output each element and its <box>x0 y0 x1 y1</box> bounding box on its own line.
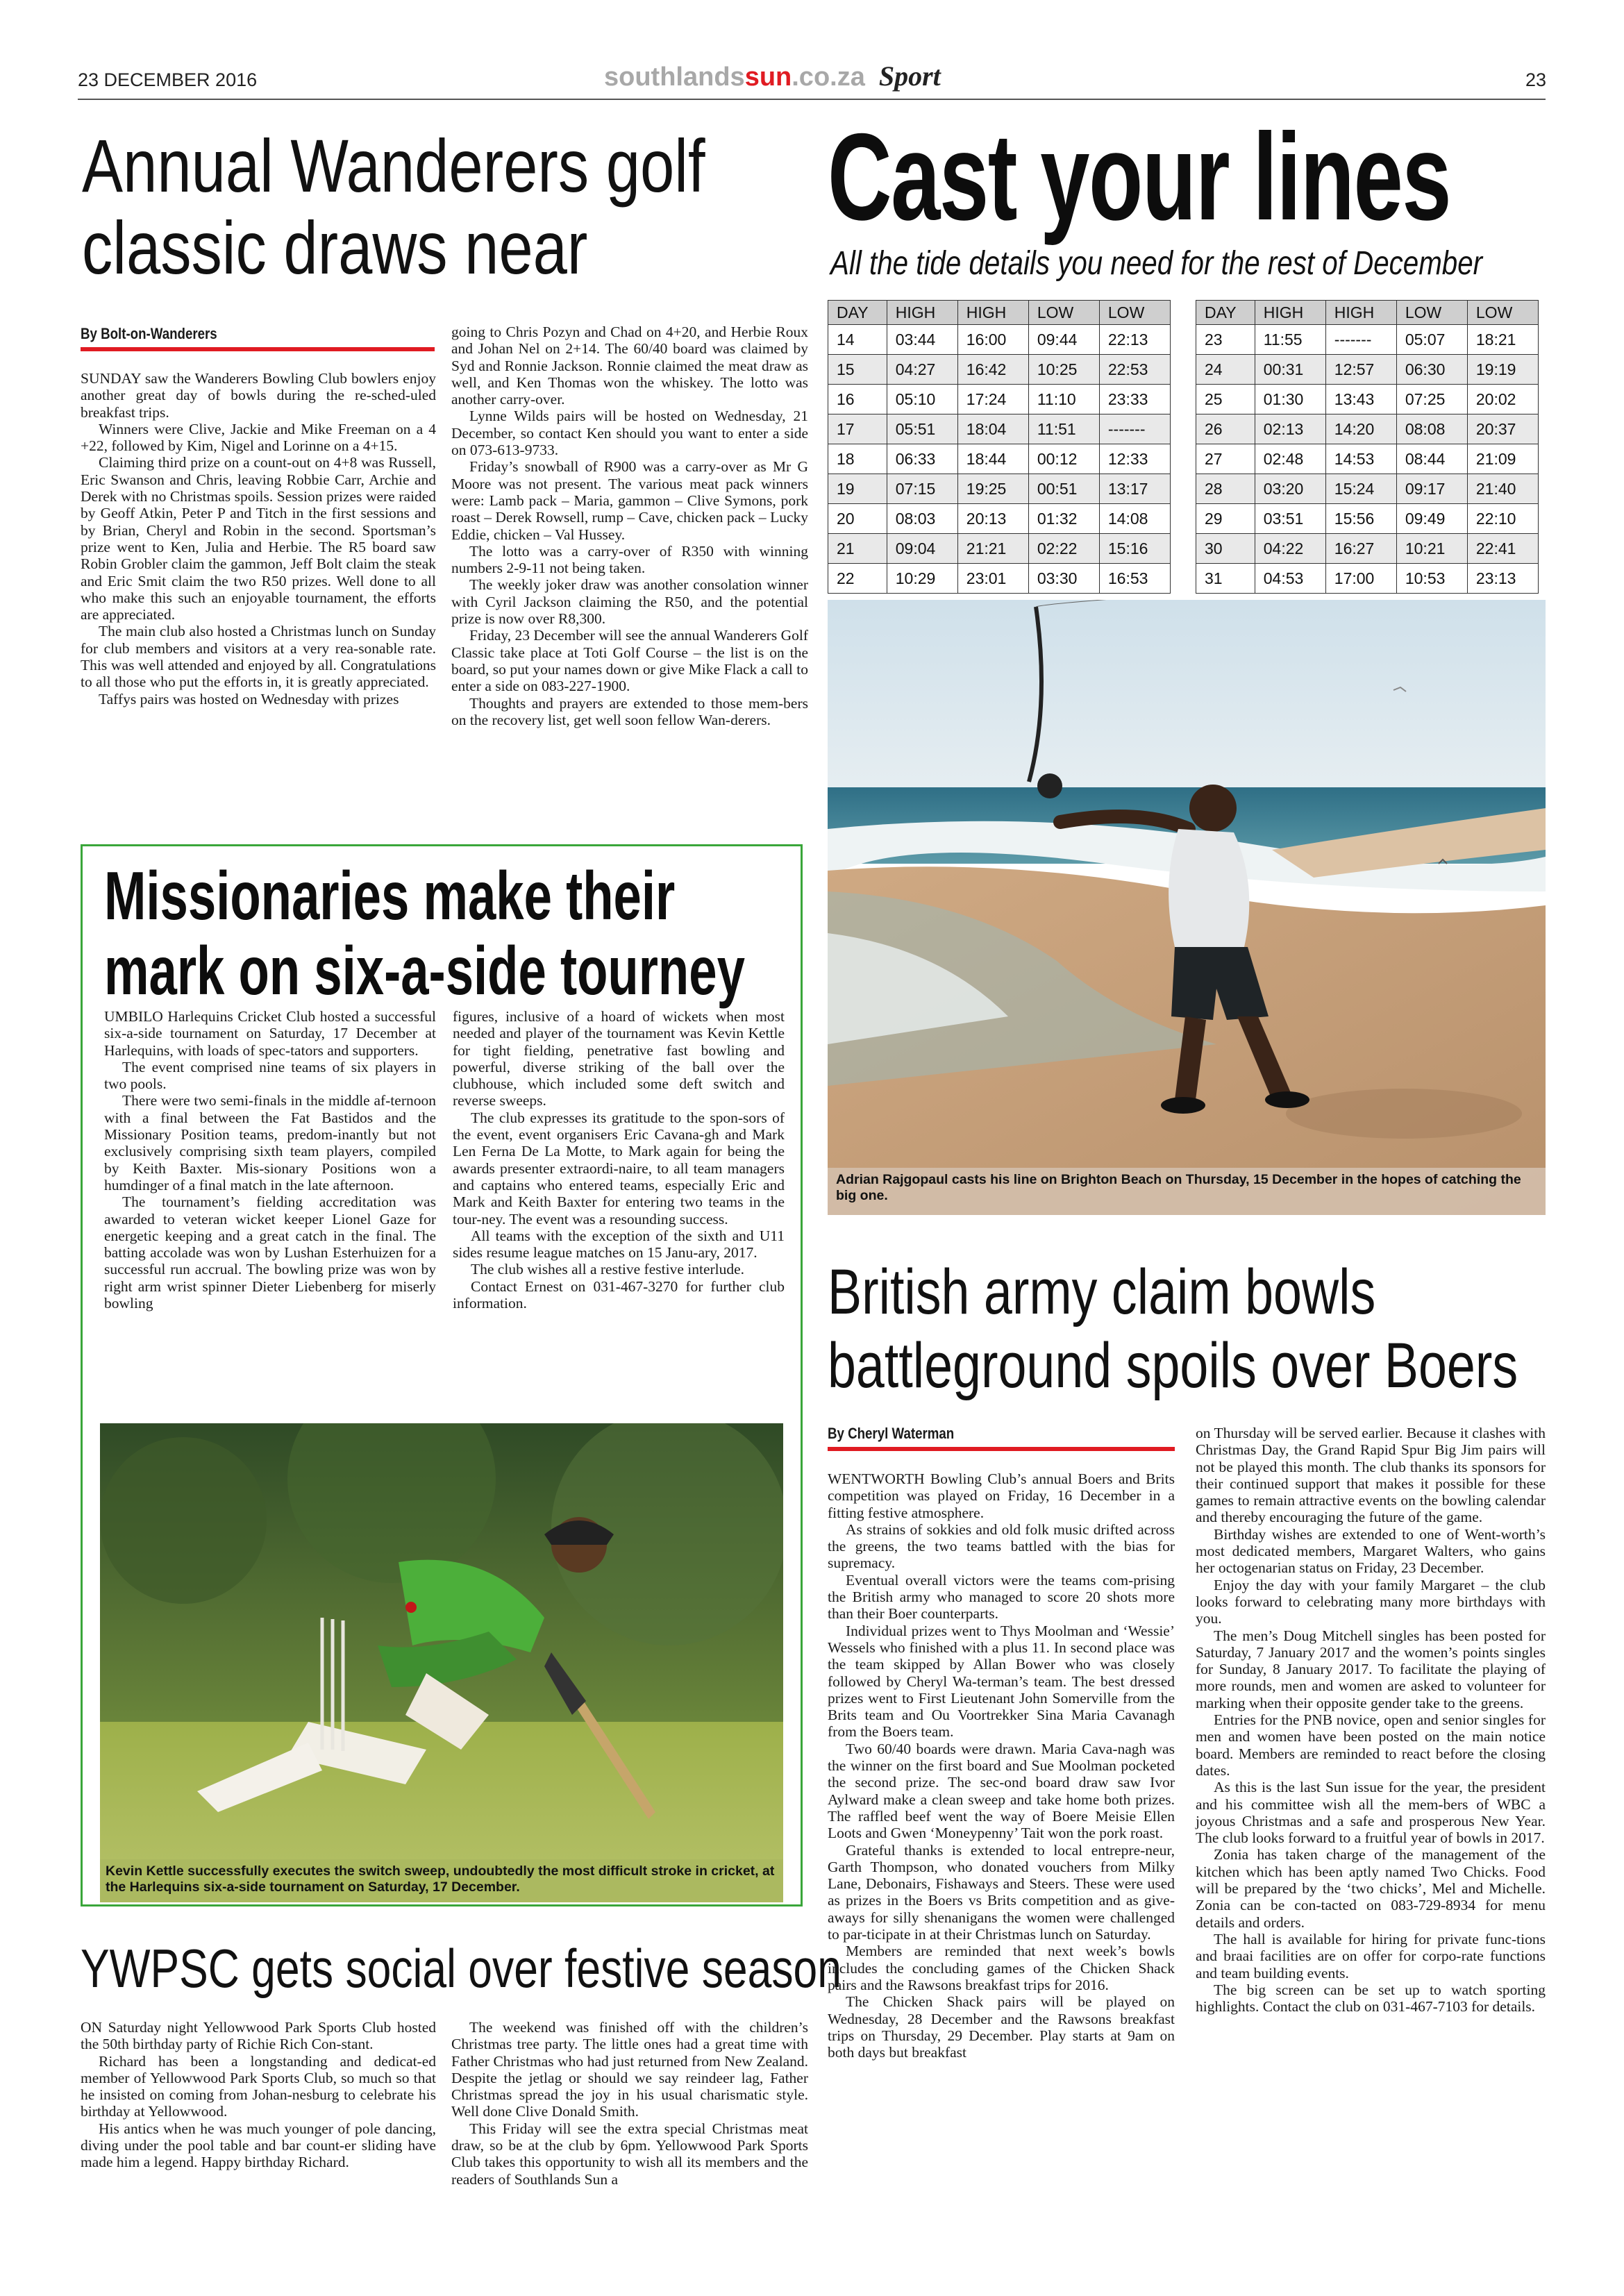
column-header: LOW <box>1467 301 1538 325</box>
tide-time-cell: 10:29 <box>887 564 957 594</box>
paragraph: Richard has been a longstanding and dedicat-ed member of Yellowwood Park Sports Club, so much so that he insisted on coming from Johan-nesburg to celebrate his birthday at Yellowwood. <box>81 2052 436 2120</box>
paragraph: The main club also hosted a Christmas lunch on Sunday for club members and visitors at a very rea-sonable rate. This was well attended and enjoyed by all. Congratulations to all those who put the efforts in, it is greatly appreciated. <box>81 623 436 691</box>
paragraph: WENTWORTH Bowling Club’s annual Boers and Brits competition was played on Friday, 16 December in a fitting festive atmosphere. <box>828 1470 1175 1521</box>
paragraph: UMBILO Harlequins Cricket Club hosted a successful six-a-side tournament on Saturday, 17 December at Harlequins, with loads of spec-tators and supporters. <box>104 1008 436 1059</box>
tide-day-cell: 18 <box>828 444 887 474</box>
tide-time-cell: 15:56 <box>1325 504 1396 534</box>
paragraph: Thoughts and prayers are extended to those mem-bers on the recovery list, get well soon fellow Wan-derers. <box>451 694 808 728</box>
tide-time-cell: 01:30 <box>1255 385 1325 414</box>
tide-table-header-row <box>828 301 1171 325</box>
paragraph: Two 60/40 boards were drawn. Maria Cava-nagh was the winner on the first board and Sue Moolman pocketed the second prize. The sec-ond board draw saw Ivor Aylward make a clean sweep and take home both prizes. The raffled beef went the way of Boere Meisie Ellen Loots and Gwen ‘Moneypenny’ Tait won the pork roast. <box>828 1740 1175 1842</box>
missionaries-headline <box>104 858 745 1008</box>
tide-day-cell: 22 <box>828 564 887 594</box>
tide-table-14-22 <box>828 300 1171 594</box>
tide-time-cell: 03:51 <box>1255 504 1325 534</box>
wanderers-byline: By Bolt-on-Wanderers <box>81 325 217 342</box>
tide-row <box>828 444 1171 474</box>
tide-time-cell: 04:22 <box>1255 534 1325 564</box>
tide-time-cell: 11:51 <box>1028 414 1099 444</box>
tide-row <box>828 564 1171 594</box>
paragraph: Individual prizes went to Thys Moolman and ‘Wessie’ Wessels who finished with a plus 11. In second place was the team skipped by Allan Bower who was closely followed by Cheryl Wa-terman’s team. The best dressed prizes went to First Lieutenant John Somerville from the Brits team and Ou Voortrekker Sina Maria Cavanagh from the Boers team. <box>828 1622 1175 1741</box>
tide-day-cell: 30 <box>1196 534 1255 564</box>
tide-time-cell: 14:20 <box>1325 414 1396 444</box>
tide-time-cell: 04:53 <box>1255 564 1325 594</box>
tide-time-cell: 22:10 <box>1467 504 1538 534</box>
issue-date: 23 DECEMBER 2016 <box>78 69 258 90</box>
tide-row <box>828 414 1171 444</box>
british-byline-rule <box>828 1447 1175 1451</box>
tide-time-cell: 18:04 <box>957 414 1028 444</box>
paragraph: The hall is available for hiring for private func-tions and braai facilities are on offer for corpo-rate functions and team building events. <box>1196 1930 1546 1981</box>
paragraph: The big screen can be set up to watch sporting highlights. Contact the club on 031-467-7103 for details. <box>1196 1981 1546 2016</box>
tide-time-cell: ------- <box>1325 325 1396 355</box>
british-byline: By Cheryl Waterman <box>828 1425 955 1442</box>
paragraph: Friday’s snowball of R900 was a carry-over as Mr G Moore was not present. The various meat pack winners were: Lamb pack – Maria, gammon – Clive Symons, pork roast – Derek Rowsell, rump – Cave, chicken pack – Lucky Eddie, chicken – Val Hussey. <box>451 458 808 543</box>
tide-day-cell: 28 <box>1196 474 1255 504</box>
site-name-sun: sun <box>744 62 792 92</box>
tide-time-cell: 21:40 <box>1467 474 1538 504</box>
missionaries-headline-line2: mark on six-a-side tourney <box>104 932 745 1009</box>
paragraph: The men’s Doug Mitchell singles has been posted for Saturday, 7 January 2017 and the women’s points singles for Sunday, 8 January 2017. To facilitate the playing of more rounds, men and women are asked to volunteer for marking when their opposite gender take to the greens. <box>1196 1627 1546 1711</box>
paragraph: Friday, 23 December will see the annual Wanderers Golf Classic take place at Toti Golf Course – the list is on the board, so put your names down or give Mike Flack a call to enter a side on 083-227-1900. <box>451 627 808 695</box>
tide-time-cell: 20:02 <box>1467 385 1538 414</box>
tide-time-cell: 18:21 <box>1467 325 1538 355</box>
tide-row <box>1196 385 1539 414</box>
tide-time-cell: 11:10 <box>1028 385 1099 414</box>
ywpsc-headline: YWPSC gets social over festive season <box>81 1938 842 1999</box>
tide-row <box>828 325 1171 355</box>
tide-time-cell: 16:53 <box>1099 564 1170 594</box>
site-name-prefix: southlands <box>604 62 745 92</box>
tide-time-cell: 01:32 <box>1028 504 1099 534</box>
column-header: LOW <box>1028 301 1099 325</box>
tides-subhead: All the tide details you need for the rest of December <box>830 245 1483 282</box>
cricket-photo-caption: Kevin Kettle successfully executes the switch sweep, undoubtedly the most difficult stroke in cricket, at the Harlequins six-a-side tournament on Saturday, 17 December. <box>100 1859 783 1902</box>
site-name-suffix: .co.za <box>792 62 865 92</box>
wanderers-column-1 <box>81 370 436 707</box>
tide-time-cell: 08:08 <box>1396 414 1467 444</box>
paragraph: Lynne Wilds pairs will be hosted on Wednesday, 21 December, so contact Ken should you want to enter a side on 073-613-9733. <box>451 408 808 459</box>
tide-time-cell: 20:13 <box>957 504 1028 534</box>
beach-fishing-illustration <box>828 600 1546 1215</box>
paragraph: Winners were Clive, Jackie and Mike Freeman on a 4 +22, followed by Kim, Nigel and Lorinne on a 4+15. <box>81 420 436 455</box>
tide-time-cell: 03:30 <box>1028 564 1099 594</box>
tide-day-cell: 23 <box>1196 325 1255 355</box>
tide-time-cell: 06:33 <box>887 444 957 474</box>
tide-row <box>1196 534 1539 564</box>
tide-time-cell: 23:33 <box>1099 385 1170 414</box>
tide-row <box>828 355 1171 385</box>
british-column-2 <box>1196 1425 1546 2015</box>
column-header: HIGH <box>1255 301 1325 325</box>
tide-day-cell: 20 <box>828 504 887 534</box>
beach-photo-caption: Adrian Rajgopaul casts his line on Brighton Beach on Thursday, 15 December in the hopes of catching the big one. <box>828 1168 1546 1215</box>
tide-table-23-31 <box>1196 300 1539 594</box>
column-header: HIGH <box>957 301 1028 325</box>
tide-time-cell: 08:03 <box>887 504 957 534</box>
tide-time-cell: 00:51 <box>1028 474 1099 504</box>
wanderers-headline-line1: Annual Wanderers golf <box>82 124 705 208</box>
tide-time-cell: 03:44 <box>887 325 957 355</box>
british-headline-line2: battleground spoils over Boers <box>828 1330 1518 1401</box>
tide-time-cell: 00:31 <box>1255 355 1325 385</box>
masthead <box>604 60 941 92</box>
paragraph: Claiming third prize on a count-out on 4+8 was Russell, Eric Swanson and Chris, leaving Robbie Carr, Archie and Derek with no Christmas spoils. Session prizes were raided by Geoff Atkin, Peter P and Titch in the first sessions and by Brian, Cheryl and Robin in the second. Sportsman’s prize went to Ken, Julia and Herbie. The R5 board saw Robin Grobler claim the gammon, Jeff Bolt claim the steak and Eric Smit claim the two R50 prizes. Well done to all who make this such an enjoyable tournament, the efforts are appreciated. <box>81 454 436 623</box>
british-headline-line1: British army claim bowls <box>828 1257 1376 1327</box>
column-header: LOW <box>1099 301 1170 325</box>
tide-time-cell: 09:04 <box>887 534 957 564</box>
tide-time-cell: 05:10 <box>887 385 957 414</box>
cricket-ball <box>405 1602 417 1613</box>
tide-row <box>828 504 1171 534</box>
cricket-photo <box>100 1423 783 1902</box>
tide-time-cell: 04:27 <box>887 355 957 385</box>
tide-time-cell: 17:24 <box>957 385 1028 414</box>
paragraph: Members are reminded that next week’s bowls includes the concluding games of the Chicken Shack pairs and the Rawsons breakfast trips for 2016. <box>828 1943 1175 1993</box>
tide-row <box>1196 414 1539 444</box>
tide-time-cell: 07:25 <box>1396 385 1467 414</box>
cricket-illustration <box>100 1423 783 1902</box>
paragraph: figures, inclusive of a hoard of wickets when most needed and player of the tournament was Kevin Kettle for tight fielding, penetrative fast bowling and powerful, diverse striking of the ball over the clubhouse, which included some deft switch and reverse sweeps. <box>453 1008 785 1109</box>
tide-time-cell: 00:12 <box>1028 444 1099 474</box>
tide-row <box>1196 474 1539 504</box>
tide-time-cell: ------- <box>1099 414 1170 444</box>
tide-time-cell: 14:53 <box>1325 444 1396 474</box>
column-header: DAY <box>828 301 887 325</box>
tide-time-cell: 17:00 <box>1325 564 1396 594</box>
tide-time-cell: 19:19 <box>1467 355 1538 385</box>
tide-time-cell: 06:30 <box>1396 355 1467 385</box>
tide-day-cell: 29 <box>1196 504 1255 534</box>
tide-time-cell: 23:13 <box>1467 564 1538 594</box>
paragraph: Birthday wishes are extended to one of Went-worth’s most dedicated members, Margaret Walters, who gains her octogenarian status on Friday, 23 December. <box>1196 1525 1546 1577</box>
paragraph: The weekend was finished off with the children’s Christmas tree party. The little ones had a great time with Father Christmas who had just returned from New Zealand. Despite the jetlag or should we say reindeer lag, Father Christmas spread the joy in his usual charismatic style. Well done Clive Donald Smith. <box>451 2019 808 2120</box>
tide-day-cell: 15 <box>828 355 887 385</box>
tide-time-cell: 23:01 <box>957 564 1028 594</box>
tide-day-cell: 19 <box>828 474 887 504</box>
tide-time-cell: 08:44 <box>1396 444 1467 474</box>
british-column-1 <box>828 1470 1175 2061</box>
tide-row <box>1196 444 1539 474</box>
paragraph: Zonia has taken charge of the management of the kitchen which has been aptly named Two Chicks. Food will be prepared by the ‘two chicks’, Mel and Michelle. Zonia can be con-tacted on 083-729-8934 for menu details and orders. <box>1196 1846 1546 1931</box>
tide-time-cell: 15:24 <box>1325 474 1396 504</box>
beach-fishing-photo <box>828 600 1546 1215</box>
tide-time-cell: 02:13 <box>1255 414 1325 444</box>
tide-day-cell: 25 <box>1196 385 1255 414</box>
paragraph: ON Saturday night Yellowwood Park Sports Club hosted the 50th birthday party of Richie Rich Con-stant. <box>81 2019 436 2053</box>
tide-time-cell: 21:09 <box>1467 444 1538 474</box>
tide-time-cell: 07:15 <box>887 474 957 504</box>
tide-day-cell: 24 <box>1196 355 1255 385</box>
tide-time-cell: 10:21 <box>1396 534 1467 564</box>
tide-day-cell: 26 <box>1196 414 1255 444</box>
missionaries-column-2 <box>453 1008 785 1312</box>
tide-time-cell: 05:51 <box>887 414 957 444</box>
tide-time-cell: 09:17 <box>1396 474 1467 504</box>
column-header: DAY <box>1196 301 1255 325</box>
paragraph: on Thursday will be served earlier. Because it clashes with Christmas Day, the Grand Rapid Spur Big Jim pairs will not be played this month. The club thanks its sponsors for their continued support that makes it possible for these games to remain attractive events on the bowling calendar and thereby encouraging the future of the game. <box>1196 1425 1546 1526</box>
tide-time-cell: 18:44 <box>957 444 1028 474</box>
tide-row <box>828 474 1171 504</box>
tide-time-cell: 15:16 <box>1099 534 1170 564</box>
paragraph: The Chicken Shack pairs will be played on Wednesday, 28 December and the Rawsons breakfast trips on Thursday, 29 December. Play starts at 9am on both days but breakfast <box>828 1993 1175 2061</box>
tides-headline: Cast your lines <box>828 108 1451 246</box>
paragraph: As strains of sokkies and old folk music drifted across the greens, the two teams battled with the bias for supremacy. <box>828 1520 1175 1572</box>
tide-time-cell: 10:25 <box>1028 355 1099 385</box>
tide-time-cell: 22:41 <box>1467 534 1538 564</box>
paragraph: going to Chris Pozyn and Chad on 4+20, and Herbie Roux and Johan Nel on 2+14. The 60/40 board was claimed by Syd and Ronnie Jackson. Ronnie claimed the meat draw as well, and Ken Thomas won the whiskey. The lotto was another carry-over. <box>451 324 808 408</box>
tide-time-cell: 13:43 <box>1325 385 1396 414</box>
tide-table-header-row <box>1196 301 1539 325</box>
tide-day-cell: 14 <box>828 325 887 355</box>
tide-time-cell: 13:17 <box>1099 474 1170 504</box>
paragraph: As this is the last Sun issue for the year, the president and his committee wish all the mem-bers of WBC a joyous Christmas and a safe and prosperous New Year. The club looks forward to a fruitful year of bowls in 2017. <box>1196 1779 1546 1847</box>
british-headline <box>828 1255 1518 1402</box>
tide-day-cell: 31 <box>1196 564 1255 594</box>
tide-day-cell: 27 <box>1196 444 1255 474</box>
tide-row <box>1196 355 1539 385</box>
paragraph: All teams with the exception of the sixth and U11 sides resume league matches on 15 Janu-ary, 2017. <box>453 1227 785 1262</box>
tide-time-cell: 12:57 <box>1325 355 1396 385</box>
wanderers-column-2 <box>451 324 808 728</box>
paragraph: SUNDAY saw the Wanderers Bowling Club bowlers enjoy another great day of bowls during the re-sched-uled breakfast trips. <box>81 370 436 421</box>
tide-time-cell: 02:48 <box>1255 444 1325 474</box>
wanderers-headline <box>82 125 705 289</box>
wanderers-headline-line2: classic draws near <box>82 206 588 290</box>
paragraph: The tournament’s fielding accreditation was awarded to veteran wicket keeper Lionel Gaze for energetic keeping and a great catch in the final. The batting accolade was won by Lushan Esterhuizen for a successful run accrual. The bowling prize was won by right arm wrist spinner Dieter Liebenberg for miserly bowling <box>104 1193 436 1312</box>
tide-time-cell: 16:27 <box>1325 534 1396 564</box>
paragraph: This Friday will see the extra special Christmas meat draw, so be at the club by 6pm. Yellowwood Park Sports Club takes this opportunity to wish all its members and the readers of Southlands Sun a <box>451 2120 808 2188</box>
wanderers-byline-rule <box>81 347 435 351</box>
tide-time-cell: 11:55 <box>1255 325 1325 355</box>
column-header: LOW <box>1396 301 1467 325</box>
page-number: 23 <box>1525 69 1546 90</box>
paragraph: His antics when he was much younger of pole dancing, diving under the pool table and bar count-er sliding have made him a legend. Happy birthday Richard. <box>81 2120 436 2171</box>
column-header: HIGH <box>1325 301 1396 325</box>
paragraph: Entries for the PNB novice, open and senior singles for men and women have been posted on the main notice board. Members are reminded to react before the closing dates. <box>1196 1711 1546 1779</box>
tide-row <box>828 385 1171 414</box>
paragraph: The event comprised nine teams of six players in two pools. <box>104 1058 436 1093</box>
tide-day-cell: 16 <box>828 385 887 414</box>
tide-row <box>1196 325 1539 355</box>
tide-day-cell: 21 <box>828 534 887 564</box>
paragraph: The club wishes all a restive festive interlude. <box>471 1261 745 1278</box>
paragraph: There were two semi-finals in the middle af-ternoon with a final between the Fat Bastidos and the Missionary Position teams, predom-inantly but not exclusively comprising sixth team players, compiled by Keith Baxter. Mis-sionary Positions won a humdinger of a final match in the late afternoon. <box>104 1092 436 1193</box>
tide-time-cell: 10:53 <box>1396 564 1467 594</box>
header-rule <box>78 99 1546 100</box>
tide-time-cell: 05:07 <box>1396 325 1467 355</box>
column-header: HIGH <box>887 301 957 325</box>
missionaries-headline-line1: Missionaries make their <box>104 857 676 934</box>
paragraph: The lotto was a carry-over of R350 with winning numbers 2-9-11 not being taken. <box>451 542 808 577</box>
section-label: Sport <box>878 60 941 92</box>
tide-row <box>1196 504 1539 534</box>
paragraph: The weekly joker draw was another consolation winner with Cyril Jackson claiming the R50, and the potential prize is now over R8,300. <box>451 576 808 628</box>
tide-time-cell: 14:08 <box>1099 504 1170 534</box>
paragraph: Taffys pairs was hosted on Wednesday with prizes <box>99 690 399 707</box>
tide-time-cell: 22:13 <box>1099 325 1170 355</box>
missionaries-column-1 <box>104 1008 436 1312</box>
paragraph: Enjoy the day with your family Margaret – the club looks forward to celebrating many more birthdays with you. <box>1196 1576 1546 1627</box>
tide-time-cell: 03:20 <box>1255 474 1325 504</box>
tide-row <box>828 534 1171 564</box>
tide-time-cell: 09:44 <box>1028 325 1099 355</box>
tide-time-cell: 02:22 <box>1028 534 1099 564</box>
tide-row <box>1196 564 1539 594</box>
ywpsc-column-1 <box>81 2019 436 2171</box>
paragraph: Contact Ernest on 031-467-3270 for further club information. <box>453 1277 785 1312</box>
tide-time-cell: 22:53 <box>1099 355 1170 385</box>
paragraph: Grateful thanks is extended to local entrepre-neur, Garth Thompson, who donated vouchers from Milky Lane, Debonairs, Fishaways and Steers. These were used as prizes in the Boers vs Brits competition and as give-aways for silly shenanigans the women were challenged to par-ticipate in at their Christmas lunch on Saturday. <box>828 1841 1175 1943</box>
tide-time-cell: 19:25 <box>957 474 1028 504</box>
ywpsc-column-2 <box>451 2019 808 2188</box>
paragraph: The club expresses its gratitude to the spon-sors of the event, event organisers Eric Cavana-gh and Mark Len Ferna De La Motte, to Mark again for being the awards presenter extraordi-naire, to all team managers and captains who entered teams, especially Eric and Mark and Keith Baxter for entering two teams in the tour-ney. The event was a resounding success. <box>453 1109 785 1227</box>
paragraph: Eventual overall victors were the teams com-prising the British army who managed to score 20 shots more than their Boer counterparts. <box>828 1571 1175 1623</box>
tide-time-cell: 12:33 <box>1099 444 1170 474</box>
tide-time-cell: 16:42 <box>957 355 1028 385</box>
tide-time-cell: 20:37 <box>1467 414 1538 444</box>
tide-time-cell: 21:21 <box>957 534 1028 564</box>
tide-day-cell: 17 <box>828 414 887 444</box>
tide-time-cell: 16:00 <box>957 325 1028 355</box>
tide-time-cell: 09:49 <box>1396 504 1467 534</box>
